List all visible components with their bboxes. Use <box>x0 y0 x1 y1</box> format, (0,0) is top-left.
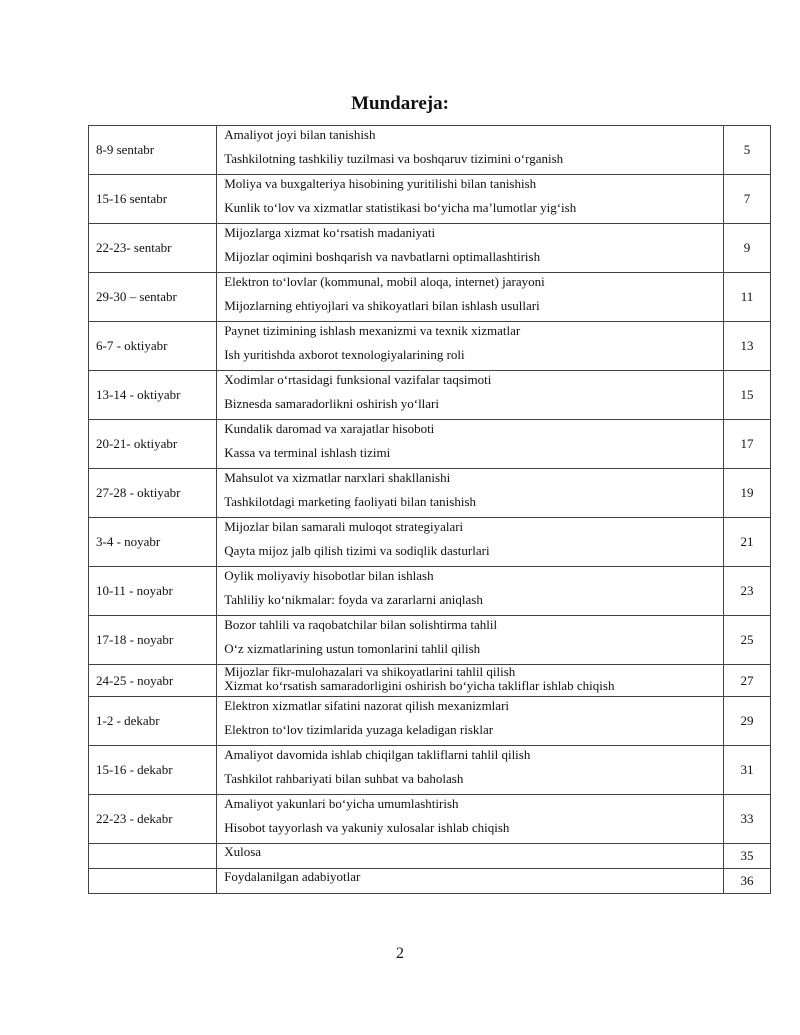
topic-line: Xulosa <box>224 844 262 859</box>
date-cell: 24-25 - noyabr <box>89 665 217 697</box>
topic-cell <box>217 567 724 616</box>
page-cell: 7 <box>723 175 770 224</box>
topic-line: Mahsulot va xizmatlar narxlari shakllanishi <box>224 470 451 485</box>
page-cell: 13 <box>723 322 770 371</box>
table-row <box>89 518 771 567</box>
table-row <box>89 175 771 224</box>
page-cell: 29 <box>723 697 770 746</box>
topic-cell <box>217 795 724 844</box>
topic-line: Xizmat ko‘rsatish samaradorligini oshirish bo‘yicha takliflar ishlab chiqish <box>224 678 615 693</box>
topic-line: Kundalik daromad va xarajatlar hisoboti <box>224 421 435 436</box>
table-row <box>89 273 771 322</box>
topic-cell <box>217 273 724 322</box>
table-row <box>89 795 771 844</box>
table-row <box>89 126 771 175</box>
topic-cell <box>217 518 724 567</box>
topic-cell <box>217 869 724 894</box>
topic-line: Oylik moliyaviy hisobotlar bilan ishlash <box>224 568 434 583</box>
table-row <box>89 746 771 795</box>
table-row <box>89 844 771 869</box>
topic-cell <box>217 126 724 175</box>
table-row <box>89 665 771 697</box>
topic-cell <box>217 420 724 469</box>
page-cell: 21 <box>723 518 770 567</box>
date-cell: 22-23 - dekabr <box>89 795 217 844</box>
topic-line: Mijozlar fikr-mulohazalari va shikoyatlarini tahlil qilish <box>224 664 516 679</box>
topic-line: Biznesda samaradorlikni oshirish yo‘llari <box>224 396 439 411</box>
table-row <box>89 616 771 665</box>
topic-line: Elektron to‘lov tizimlarida yuzaga keladigan risklar <box>224 722 494 737</box>
page-cell: 35 <box>723 844 770 869</box>
date-cell: 10-11 - noyabr <box>89 567 217 616</box>
page-cell: 27 <box>723 665 770 697</box>
topic-line: Paynet tizimining ishlash mexanizmi va texnik xizmatlar <box>224 323 521 338</box>
date-cell: 13-14 - oktiyabr <box>89 371 217 420</box>
topic-line: Amaliyot yakunlari bo‘yicha umumlashtirish <box>224 796 459 811</box>
topic-cell <box>217 844 724 869</box>
topic-line: Amaliyot joyi bilan tanishish <box>224 127 376 142</box>
topic-line: Moliya va buxgalteriya hisobining yuritilishi bilan tanishish <box>224 176 537 191</box>
topic-line: Hisobot tayyorlash va yakuniy xulosalar ishlab chiqish <box>224 820 510 835</box>
topic-line: Mijozlarning ehtiyojlari va shikoyatlari bilan ishlash usullari <box>224 298 540 313</box>
topic-cell <box>217 224 724 273</box>
topic-line: Elektron xizmatlar sifatini nazorat qilish mexanizmlari <box>224 698 510 713</box>
topic-line: Mijozlarga xizmat ko‘rsatish madaniyati <box>224 225 436 240</box>
page-cell: 19 <box>723 469 770 518</box>
table-row <box>89 697 771 746</box>
topic-cell <box>217 616 724 665</box>
table-of-contents <box>88 125 771 894</box>
date-cell <box>89 869 217 894</box>
topic-cell <box>217 371 724 420</box>
topic-line: Mijozlar bilan samarali muloqot strategiyalari <box>224 519 464 534</box>
page-cell: 25 <box>723 616 770 665</box>
table-row <box>89 469 771 518</box>
topic-line: Amaliyot davomida ishlab chiqilgan takliflarni tahlil qilish <box>224 747 531 762</box>
topic-cell <box>217 175 724 224</box>
topic-line: Ish yuritishda axborot texnologiyalarining roli <box>224 347 465 362</box>
topic-line: Tahliliy ko‘nikmalar: foyda va zararlarni aniqlash <box>224 592 483 607</box>
table-row <box>89 322 771 371</box>
page-cell: 33 <box>723 795 770 844</box>
page-number: 2 <box>396 945 404 962</box>
page-cell: 17 <box>723 420 770 469</box>
topic-line: Elektron to‘lovlar (kommunal, mobil aloqa, internet) jarayoni <box>224 274 545 289</box>
topic-line: Bozor tahlili va raqobatchilar bilan solishtirma tahlil <box>224 617 498 632</box>
table-row <box>89 224 771 273</box>
page-cell: 23 <box>723 567 770 616</box>
date-cell: 17-18 - noyabr <box>89 616 217 665</box>
topic-cell <box>217 469 724 518</box>
date-cell: 27-28 - oktiyabr <box>89 469 217 518</box>
table-row <box>89 371 771 420</box>
table-row <box>89 420 771 469</box>
topic-cell <box>217 665 724 697</box>
topic-cell <box>217 697 724 746</box>
page-cell: 9 <box>723 224 770 273</box>
table-row <box>89 567 771 616</box>
topic-cell <box>217 322 724 371</box>
topic-line: Tashkilotning tashkiliy tuzilmasi va boshqaruv tizimini o‘rganish <box>224 151 564 166</box>
topic-line: Kassa va terminal ishlash tizimi <box>224 445 391 460</box>
topic-line: O‘z xizmatlarining ustun tomonlarini tahlil qilish <box>224 641 481 656</box>
date-cell <box>89 844 217 869</box>
page-cell: 36 <box>723 869 770 894</box>
page-cell: 15 <box>723 371 770 420</box>
table-row <box>89 869 771 894</box>
topic-cell <box>217 746 724 795</box>
page-cell: 11 <box>723 273 770 322</box>
date-cell: 15-16 - dekabr <box>89 746 217 795</box>
topic-line: Foydalanilgan adabiyotlar <box>224 869 361 884</box>
date-cell: 15-16 sentabr <box>89 175 217 224</box>
topic-line: Kunlik to‘lov va xizmatlar statistikasi bo‘yicha ma’lumotlar yig‘ish <box>224 200 577 215</box>
date-cell: 29-30 – sentabr <box>89 273 217 322</box>
topic-line: Xodimlar o‘rtasidagi funksional vazifalar taqsimoti <box>224 372 492 387</box>
topic-line: Qayta mijoz jalb qilish tizimi va sodiqlik dasturlari <box>224 543 490 558</box>
topic-line: Tashkilotdagi marketing faoliyati bilan tanishish <box>224 494 477 509</box>
topic-line: Mijozlar oqimini boshqarish va navbatlarni optimallashtirish <box>224 249 541 264</box>
date-cell: 8-9 sentabr <box>89 126 217 175</box>
date-cell: 22-23- sentabr <box>89 224 217 273</box>
page-cell: 31 <box>723 746 770 795</box>
date-cell: 20-21- oktiyabr <box>89 420 217 469</box>
date-cell: 6-7 - oktiyabr <box>89 322 217 371</box>
topic-line: Tashkilot rahbariyati bilan suhbat va baholash <box>224 771 464 786</box>
page-cell: 5 <box>723 126 770 175</box>
date-cell: 1-2 - dekabr <box>89 697 217 746</box>
page-title: Mundareja: <box>351 93 449 114</box>
date-cell: 3-4 - noyabr <box>89 518 217 567</box>
